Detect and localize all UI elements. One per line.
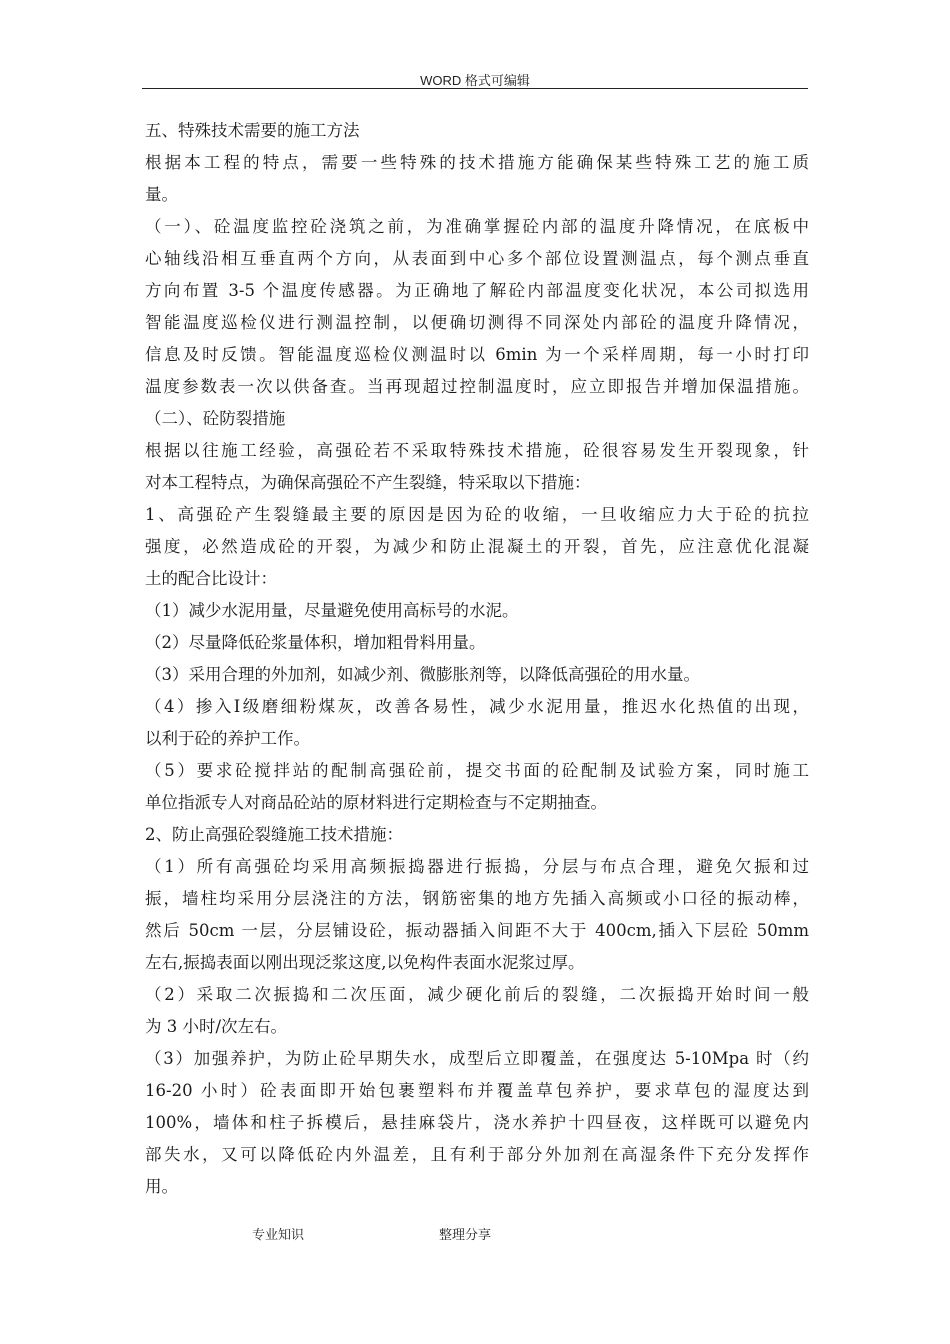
- text-line: 智能温度巡检仪进行测温控制，以便确切测得不同深处内部砼的温度升降情况，: [145, 313, 809, 332]
- text-line: 部失水，又可以降低砼内外温差，且有利于部分外加剂在高湿条件下充分发挥作: [145, 1145, 809, 1164]
- text-line: 对本工程特点，为确保高强砼不产生裂缝，特采取以下措施：: [145, 473, 591, 492]
- text-line: 16-20 小时）砼表面即开始包裹塑料布并覆盖草包养护，要求草包的湿度达到: [145, 1081, 809, 1100]
- text-line: （3）采用合理的外加剂，如减少剂、微膨胀剂等，以降低高强砼的用水量。: [145, 665, 700, 684]
- header-divider: [142, 88, 808, 89]
- text-line: （5）要求砼搅拌站的配制高强砼前，提交书面的砼配制及试验方案，同时施工: [145, 761, 809, 780]
- text-line: 量。: [145, 185, 178, 204]
- text-line: 方向布置 3-5 个温度传感器。为正确地了解砼内部温度变化状况，本公司拟选用: [145, 281, 809, 300]
- text-line: 2、防止高强砼裂缝施工技术措施：: [145, 825, 403, 844]
- text-line: 土的配合比设计：: [145, 569, 277, 588]
- document-body: [145, 115, 809, 1203]
- text-line: 为 3 小时/次左右。: [145, 1017, 288, 1036]
- text-line: 振，墙柱均采用分层浇注的方法，钢筋密集的地方先插入高频或小口径的振动棒，: [145, 889, 809, 908]
- text-line: 信息及时反馈。智能温度巡检仪测温时以 6min 为一个采样周期，每一小时打印: [145, 345, 809, 364]
- footer-left-text: 专业知识: [252, 1228, 305, 1243]
- text-line: 然后 50cm 一层，分层铺设砼，振动器插入间距不大于 400cm,插入下层砼 50mm: [145, 921, 809, 940]
- text-line: （3）加强养护，为防止砼早期失水，成型后立即覆盖，在强度达 5-10Mpa 时（约: [145, 1049, 809, 1068]
- text-line: 左右,振捣表面以刚出现泛浆这度,以免构件表面水泥浆过厚。: [145, 953, 585, 972]
- text-line: （1）减少水泥用量，尽量避免使用高标号的水泥。: [145, 601, 519, 620]
- text-line: 五、特殊技术需要的施工方法: [145, 121, 360, 140]
- text-line: 根据以往施工经验，高强砼若不采取特殊技术措施，砼很容易发生开裂现象，针: [145, 441, 809, 460]
- text-line: 温度参数表一次以供备查。当再现超过控制温度时，应立即报告并增加保温措施。: [145, 377, 809, 396]
- text-line: 以利于砼的养护工作。: [145, 729, 310, 748]
- text-line: 用。: [145, 1177, 178, 1196]
- text-line: 根据本工程的特点，需要一些特殊的技术措施方能确保某些特殊工艺的施工质: [145, 153, 809, 172]
- footer-right-text: 整理分享: [439, 1228, 492, 1243]
- text-line: （2）尽量降低砼浆量体积，增加粗骨料用量。: [145, 633, 486, 652]
- text-line: （二）、砼防裂措施: [145, 409, 286, 428]
- text-line: （2）采取二次振捣和二次压面，减少硬化前后的裂缝，二次振捣开始时间一般: [145, 985, 809, 1004]
- text-line: （1）所有高强砼均采用高频振捣器进行振捣，分层与布点合理，避免欠振和过: [145, 857, 809, 876]
- text-line: 100%，墙体和柱子拆模后，悬挂麻袋片，浇水养护十四昼夜，这样既可以避免内: [145, 1113, 809, 1132]
- text-line: 1、高强砼产生裂缝最主要的原因是因为砼的收缩，一旦收缩应力大于砼的抗拉: [145, 505, 809, 524]
- text-line: 单位指派专人对商品砼站的原材料进行定期检查与不定期抽查。: [145, 793, 607, 812]
- text-line: （4）掺入Ⅰ级磨细粉煤灰，改善各易性，减少水泥用量，推迟水化热值的出现，: [145, 697, 809, 716]
- page-header: WORD 格式可编辑: [420, 73, 530, 88]
- text-line: 强度，必然造成砼的开裂，为减少和防止混凝土的开裂，首先，应注意优化混凝: [145, 537, 809, 556]
- text-line: （一）、砼温度监控砼浇筑之前，为准确掌握砼内部的温度升降情况，在底板中: [145, 217, 809, 236]
- text-line: 心轴线沿相互垂直两个方向，从表面到中心多个部位设置测温点，每个测点垂直: [145, 249, 809, 268]
